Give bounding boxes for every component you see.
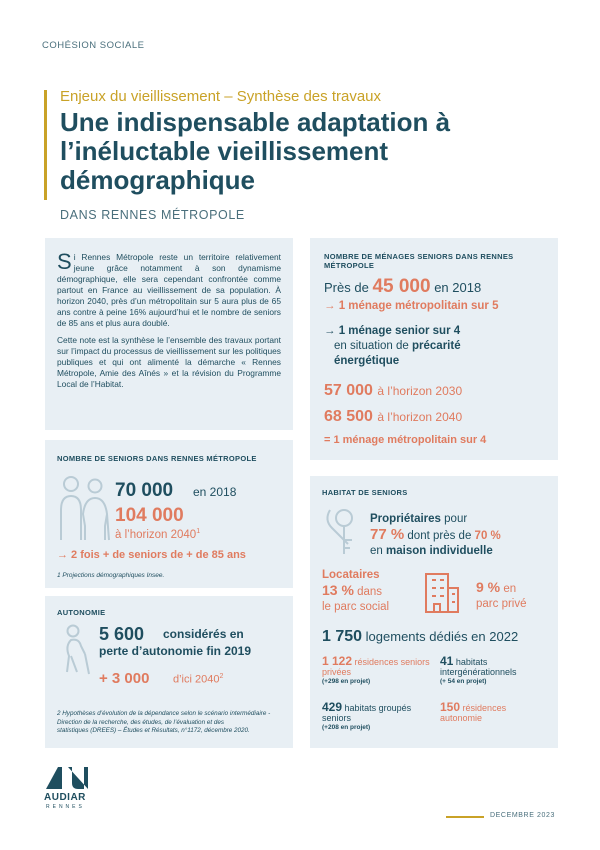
footer-accent-line xyxy=(446,816,484,818)
building-icon xyxy=(422,570,462,614)
autonomie-label-2: perte d’autonomie fin 2019 xyxy=(99,644,252,658)
section-tag: COHÉSION SOCIALE xyxy=(42,40,145,51)
intro-paragraph-1: i Rennes Métropole reste un territoire relativement jeune grâce notamment à son dynamisme démographique, elle sera cependant confrontée comme partout en France au vieillissement de sa population. À horizon 2040, près d’un métropolitain sur 5 aura plus de 65 ans contre à peine 16% aujourd’hui et le nombre de seniors de 85 ans et plus aura doublé. xyxy=(57,252,281,328)
autonomie-plus-value: + 3 000 xyxy=(99,670,150,687)
audiar-logo-icon xyxy=(44,765,88,791)
menages-2030: 57 000 à l’horizon 2030 xyxy=(324,382,463,399)
autonomie-plus-label: d’ici 2040$^2$ xyxy=(173,673,224,686)
seniors-highlight: → 2 fois + de seniors de + de 85 ans xyxy=(57,549,246,561)
menages-line-2: → 1 ménage senior sur 4 en situation de précarité énergétique xyxy=(324,325,461,367)
habitat-proprietaires: Propriétaires pour 77 % dont près de 70 % en maison individuelle xyxy=(370,513,501,557)
dropcap: S xyxy=(57,249,72,274)
habitat-item-residences-autonomie: 150 résidences autonomie xyxy=(440,700,507,723)
habitat-item-residences-privees: 1 122 résidences seniors privées (+298 en projet) xyxy=(322,654,430,685)
page-title-place: DANS RENNES MÉTROPOLE xyxy=(60,208,245,222)
habitat-prive: 9 % en parc privé xyxy=(476,579,527,610)
habitat-locataires: Locataires 13 % dans le parc social xyxy=(322,569,390,613)
habitat-item-groupes-seniors: 429 habitats groupés seniors (+208 en projet) xyxy=(322,700,412,731)
seniors-footnote: 1 Projections démographiques Insee. xyxy=(57,572,165,579)
menages-line-1: → 1 ménage métropolitain sur 5 xyxy=(324,300,499,312)
menages-2040: 68 500 à l’horizon 2040 xyxy=(324,408,463,425)
seniors-panel xyxy=(45,440,293,588)
seniors-value-2018: 70 000 xyxy=(115,480,174,501)
autonomie-label-1: considérés en xyxy=(163,627,244,641)
page-title: Une indispensable adaptation à l’inéluctable vieillissement démographique xyxy=(60,107,451,195)
intro-panel xyxy=(45,238,293,430)
autonomie-title: AUTONOMIE xyxy=(57,608,106,617)
seniors-label-2040: à l’horizon 2040$^1$ xyxy=(115,528,201,541)
menages-equals: = 1 ménage métropolitain sur 4 xyxy=(324,434,487,446)
habitat-panel xyxy=(310,476,558,748)
footer-date: DECEMBRE 2023 xyxy=(490,812,555,819)
elderly-couple-icon xyxy=(55,474,111,544)
seniors-title: NOMBRE DE SENIORS DANS RENNES MÉTROPOLE xyxy=(57,454,257,463)
menages-2018: Près de 45 000 en 2018 xyxy=(324,276,482,297)
key-icon xyxy=(322,506,366,560)
page-subtitle: Enjeux du vieillissement – Synthèse des travaux xyxy=(60,88,382,105)
habitat-item-intergenerationnels: 41 habitats intergénérationnels (+ 54 en projet) xyxy=(440,654,517,685)
autonomie-footnote: 2 Hypothèses d’évolution de la dépendance selon le scénario intermédiaire - Direction de la recherche, des études, de l’évaluation et des statistiques (DREES) – Études et Résultats, n°1172, décembre 2020. xyxy=(57,710,271,734)
seniors-label-2018: en 2018 xyxy=(193,485,237,499)
habitat-logements: 1 750 logements dédiés en 2022 xyxy=(322,628,519,645)
menages-title: NOMBRE DE MÉNAGES SENIORS DANS RENNES MÉTROPOLE xyxy=(324,252,514,270)
intro-paragraph-2: Cette note est la synthèse le l’ensemble des travaux portant sur l’impact du processus de vieillissement sur les politiques publiques et qui ont alimenté la démarche « Rennes Métropole, Amie des Aînés » et la révision du Programme Local de l’Habitat. xyxy=(57,335,281,389)
logo-sub: RENNES xyxy=(46,804,85,810)
title-accent-bar xyxy=(44,90,47,200)
autonomie-panel xyxy=(45,596,293,748)
person-with-cane-icon xyxy=(57,624,95,676)
autonomie-value: 5 600 xyxy=(99,624,145,644)
logo-name: AUDIAR xyxy=(44,792,86,803)
habitat-title: HABITAT DE SENIORS xyxy=(322,488,408,497)
menages-panel xyxy=(310,238,558,460)
seniors-value-2040: 104 000 xyxy=(115,505,184,526)
